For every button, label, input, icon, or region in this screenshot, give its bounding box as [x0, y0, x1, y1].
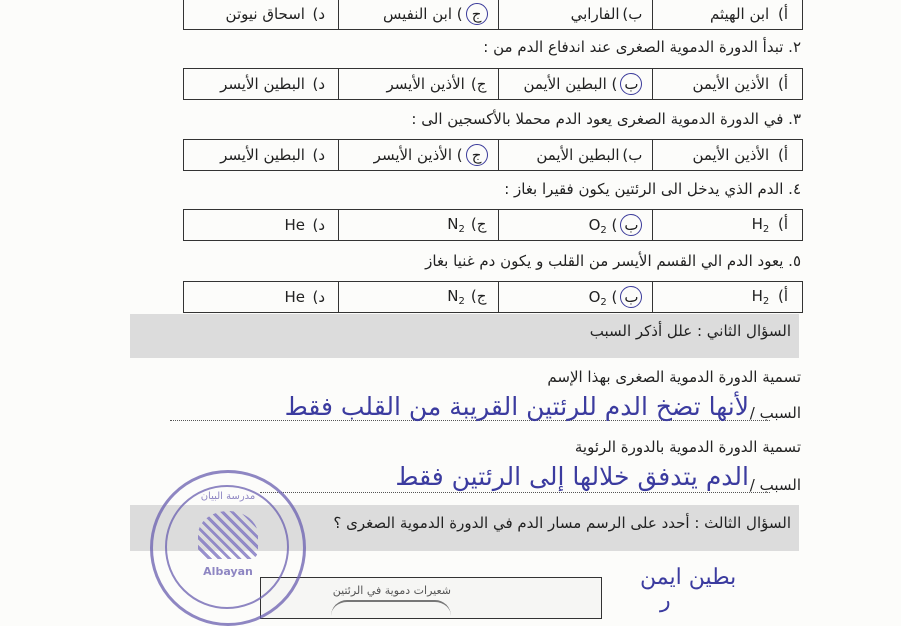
- handwritten-answer-2: الدم يتدفق خلالها إلى الرئتين فقط: [395, 462, 749, 491]
- answer-circle: ج: [466, 3, 488, 25]
- option-c: ج) $N_2$: [338, 210, 498, 241]
- option-b: ب) البطين الأيمن: [498, 140, 653, 171]
- reason-item-1: تسمية الدورة الدموية الصغرى بهذا الإسم: [547, 368, 801, 386]
- option-b: ب) $O_2$: [498, 282, 653, 313]
- diagram-caption: شعيرات دموية في الرئتين: [332, 584, 451, 597]
- question-4: ٤. الدم الذي يدخل الى الرئتين يكون فقيرا بغاز :: [504, 180, 801, 198]
- option-c: ج) الأذين الأيسر: [338, 69, 498, 100]
- stamp-text-top: مدرسة البيان: [200, 491, 256, 502]
- handwritten-note-1: بطين ايمن: [640, 565, 737, 590]
- section-3-header: السؤال الثالث : أحدد على الرسم مسار الدم في الدورة الدموية الصغرى ؟: [130, 505, 799, 551]
- option-d: د) البطين الأيسر: [184, 140, 339, 171]
- option-b: ب) $O_2$: [498, 210, 653, 241]
- option-a: أ) $H_2$: [653, 282, 803, 313]
- option-a: أ) $H_2$: [653, 210, 803, 241]
- option-d: د) البطين الأيسر: [184, 69, 339, 100]
- option-d: د) اسحاق نيوتن: [184, 0, 339, 30]
- q5-options: [183, 281, 803, 313]
- handwritten-answer-1: لأنها تضخ الدم للرئتين القريبة من القلب فقط: [284, 392, 749, 421]
- cause-label-2: السبب /: [749, 476, 801, 494]
- option-c: ج) ابن النفيس: [338, 0, 498, 30]
- q0-options: [183, 0, 803, 30]
- answer-line-2: [260, 492, 770, 493]
- section-2-header: السؤال الثاني : علل أذكر السبب: [130, 314, 799, 358]
- q4-options: [183, 209, 803, 241]
- question-5: ٥. يعود الدم الي القسم الأيسر من القلب و يكون دم غنيا بغاز: [425, 252, 801, 270]
- answer-circle: ج: [466, 144, 488, 166]
- q3-options: [183, 139, 803, 171]
- answer-circle: ب: [620, 73, 642, 95]
- option-c: ج) الأذين الأيسر: [338, 140, 498, 171]
- option-c: ج) $N_2$: [338, 282, 498, 313]
- reason-item-2: تسمية الدورة الدموية بالدورة الرئوية: [574, 438, 801, 456]
- answer-circle: ب: [620, 214, 642, 236]
- option-a: أ) الأذين الأيمن: [653, 140, 803, 171]
- stamp-text-bottom: Albayan: [203, 565, 253, 578]
- stamp-emblem-icon: [198, 511, 258, 559]
- diagram-sketch: [331, 600, 451, 616]
- option-a: أ) ابن الهيثم: [653, 0, 803, 30]
- cause-label-1: السبب /: [749, 404, 801, 422]
- handwritten-note-2: ر: [660, 588, 671, 613]
- answer-circle: ب: [620, 286, 642, 308]
- question-2: ٢. تبدأ الدورة الدموية الصغرى عند اندفاع الدم من :: [483, 38, 801, 56]
- school-stamp: [150, 470, 306, 626]
- option-b: ب) الفارابي: [498, 0, 653, 30]
- blood-path-diagram: [260, 577, 602, 619]
- question-3: ٣. في الدورة الدموية الصغرى يعود الدم محملا بالأكسجين الى :: [411, 110, 801, 128]
- q2-options: [183, 68, 803, 100]
- option-d: د) He: [184, 282, 339, 313]
- option-a: أ) الأذين الأيمن: [653, 69, 803, 100]
- option-d: د) He: [184, 210, 339, 241]
- option-b: ب) البطين الأيمن: [498, 69, 653, 100]
